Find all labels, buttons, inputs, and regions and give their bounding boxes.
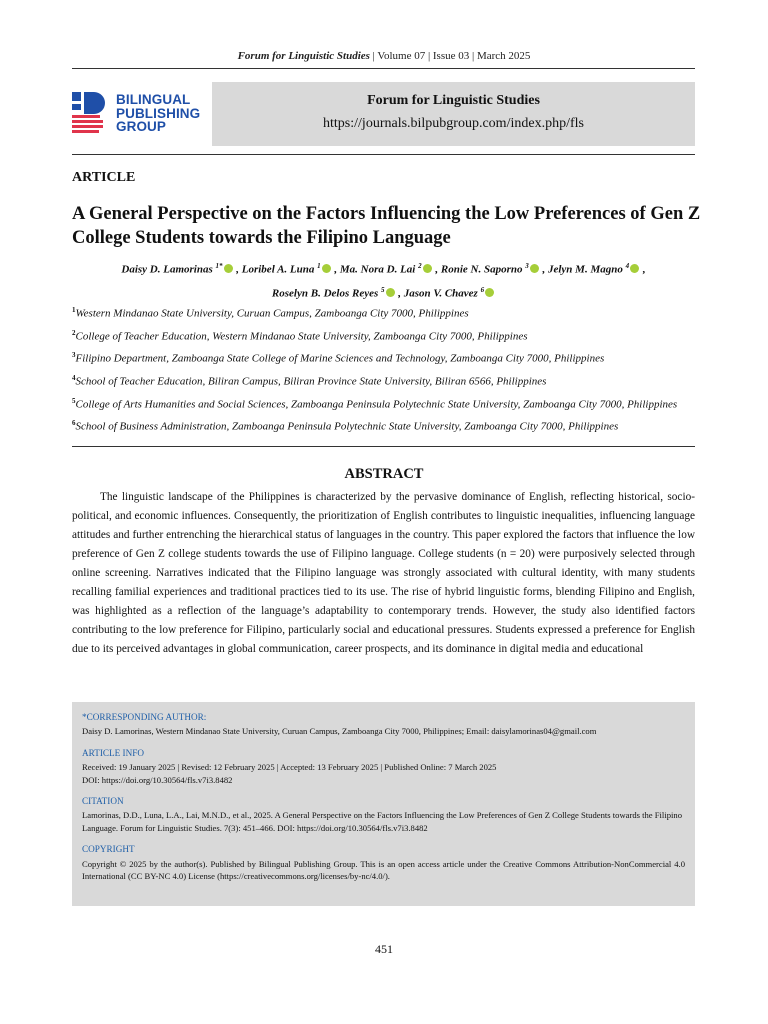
citation-heading: CITATION [82, 796, 124, 807]
orcid-icon[interactable] [485, 288, 494, 297]
author-sup: 3 [525, 262, 529, 270]
article-info-heading: ARTICLE INFO [82, 747, 144, 758]
affiliation-rule [72, 446, 695, 447]
affiliation-num: 3 [72, 351, 76, 360]
author-sup: 6 [480, 285, 485, 294]
header-rule [72, 68, 695, 69]
journal-box [212, 82, 695, 146]
corresponding-author-text: Daisy D. Lamorinas, Western Mindanao State University, Curuan Campus, Zamboanga City 7000, Philippines; Email: daisylamorinas04@gmail.com [82, 726, 597, 737]
author-list: Daisy D. Lamorinas $^{1*}$ , Loribel A. Luna $^1$ , Ma. Nora D. Lai $^2$ , Ronie N. Saporno $^3$ , Jelyn M. Magno $^4$ , Roselyn B. Delos Reyes $^5$ , Jason V. Chavez $^6$ [121, 262, 646, 300]
author-name: Ma. Nora D. Lai [339, 263, 416, 276]
running-header-issue: | Volume 07 | Issue 03 | March 2025 [369, 50, 531, 62]
masthead-rule [72, 154, 695, 155]
author-sup: 2 [418, 262, 422, 270]
orcid-icon[interactable] [530, 264, 539, 273]
affiliation-item [72, 301, 702, 324]
affiliation-num: 6 [72, 419, 76, 428]
affiliation-text: College of Arts Humanities and Social Sciences, Zamboanga Peninsula Polytechnic State University, Zamboanga City 7000, Philippines [75, 398, 678, 411]
orcid-icon[interactable] [423, 264, 432, 273]
logo-line-3: GROUP [116, 119, 167, 134]
author-sup: 4 [625, 262, 630, 270]
affiliation-list [72, 301, 702, 437]
affiliation-item [72, 414, 702, 437]
abstract-heading: ABSTRACT [344, 466, 424, 482]
affiliation-text: School of Teacher Education, Biliran Campus, Biliran Province State University, Biliran 6566, Philippines [75, 375, 547, 388]
affiliation-num: 4 [72, 373, 76, 382]
author-sup: 1* [215, 262, 223, 270]
article-title: A General Perspective on the Factors Influencing the Low Preferences of Gen Z College Students towards the Filipino Language [72, 204, 701, 248]
author-name: Loribel A. Luna [241, 263, 315, 276]
affiliation-text: Filipino Department, Zamboanga State College of Marine Sciences and Technology, Zamboanga City 7000, Philippines [75, 352, 605, 365]
logo-line-1: BILINGUAL [116, 92, 191, 107]
article-doi[interactable]: DOI: https://doi.org/10.30564/fls.v7i3.8482 [82, 774, 233, 785]
abstract-text: The linguistic landscape of the Philippines is characterized by the pervasive dominance of English, reflecting historical, socio-political, and economic influences. Consequently, the prioritization of English contributes to linguistic inequalities, influencing language attitudes and further entrenching the hierarchical status of languages in the country. This paper explored the factors that influence the low preference of Gen Z college students towards the use of Filipino language. College students (n = 20) were purposively selected through online screening. Narratives indicated that the Filipino language was strongly associated with cultural identity, with many students recalling familial experiences and traditional practices tied to its use. The rise of hybrid linguistic forms, blending Filipino and English, was highlighted as a reflection of the language’s adaptability to contemporary trends. However, the study also identified factors contributing to the low preference for Filipino, particularly social and educational pressures. Students expressed a preference for English due to its perceived advantages in global communication, career prospects, and its dominance in digital media and educational [72, 491, 695, 655]
running-header-journal: Forum for Linguistic Studies [237, 50, 370, 62]
journal-title: Forum for Linguistic Studies [367, 93, 540, 108]
affiliation-item [72, 324, 702, 347]
article-info-box [72, 702, 695, 906]
author-name: Ronie N. Saporno [440, 263, 523, 276]
affiliation-item [72, 392, 702, 415]
running-header [0, 50, 768, 62]
article-type-label: ARTICLE [72, 170, 136, 185]
author-sup: 1 [317, 262, 321, 270]
corresponding-author-heading: *CORRESPONDING AUTHOR: [82, 712, 207, 722]
affiliation-text: College of Teacher Education, Western Mindanao State University, Zamboanga City 7000, Philippines [75, 330, 528, 343]
copyright-text: Copyright © 2025 by the author(s). Published by Bilingual Publishing Group. This is an open access article under the Creative Commons Attribution-NonCommercial 4.0 International (CC BY-NC 4.0) License (https://creativecommons.org/licenses/by-nc/4.0/). [82, 858, 685, 882]
author-sup: 5 [381, 285, 385, 294]
article-dates: Received: 19 January 2025 | Revised: 12 February 2025 | Accepted: 13 February 2025 | Published Online: 7 March 2025 [82, 762, 497, 773]
affiliation-text: Western Mindanao State University, Curuan Campus, Zamboanga City 7000, Philippines [75, 307, 469, 320]
orcid-icon[interactable] [386, 288, 395, 297]
author-name: Jelyn M. Magno [547, 263, 623, 276]
author-name: Jason V. Chavez [403, 287, 478, 300]
affiliation-item [72, 346, 702, 369]
affiliation-num: 5 [72, 396, 76, 405]
orcid-icon[interactable] [322, 264, 331, 273]
logo-wordmark [116, 93, 200, 134]
citation-text: Lamorinas, D.D., Luna, L.A., Lai, M.N.D., et al., 2025. A General Perspective on the Factors Influencing the Low Preferences of Gen Z College Students towards the Filipino Language. Forum for Linguistic Studies. 7(3): 451–466. DOI: https://doi.org/10.30564/fls.v7i3.8482 [82, 810, 682, 833]
affiliation-num: 1 [72, 306, 76, 314]
affiliation-text: School of Business Administration, Zamboanga Peninsula Polytechnic State University, Zamboanga City 7000, Philippines [75, 420, 619, 433]
affiliation-num: 2 [72, 328, 76, 337]
orcid-icon[interactable] [224, 264, 233, 273]
journal-url[interactable]: https://journals.bilpubgroup.com/index.php/fls [323, 116, 584, 131]
orcid-icon[interactable] [630, 264, 639, 273]
copyright-heading: COPYRIGHT [82, 844, 135, 855]
affiliation-item [72, 369, 702, 392]
page-number: 451 [375, 942, 393, 956]
author-name: Daisy D. Lamorinas [121, 263, 213, 276]
author-name: Roselyn B. Delos Reyes [271, 287, 379, 300]
logo-line-2: PUBLISHING [116, 105, 201, 121]
